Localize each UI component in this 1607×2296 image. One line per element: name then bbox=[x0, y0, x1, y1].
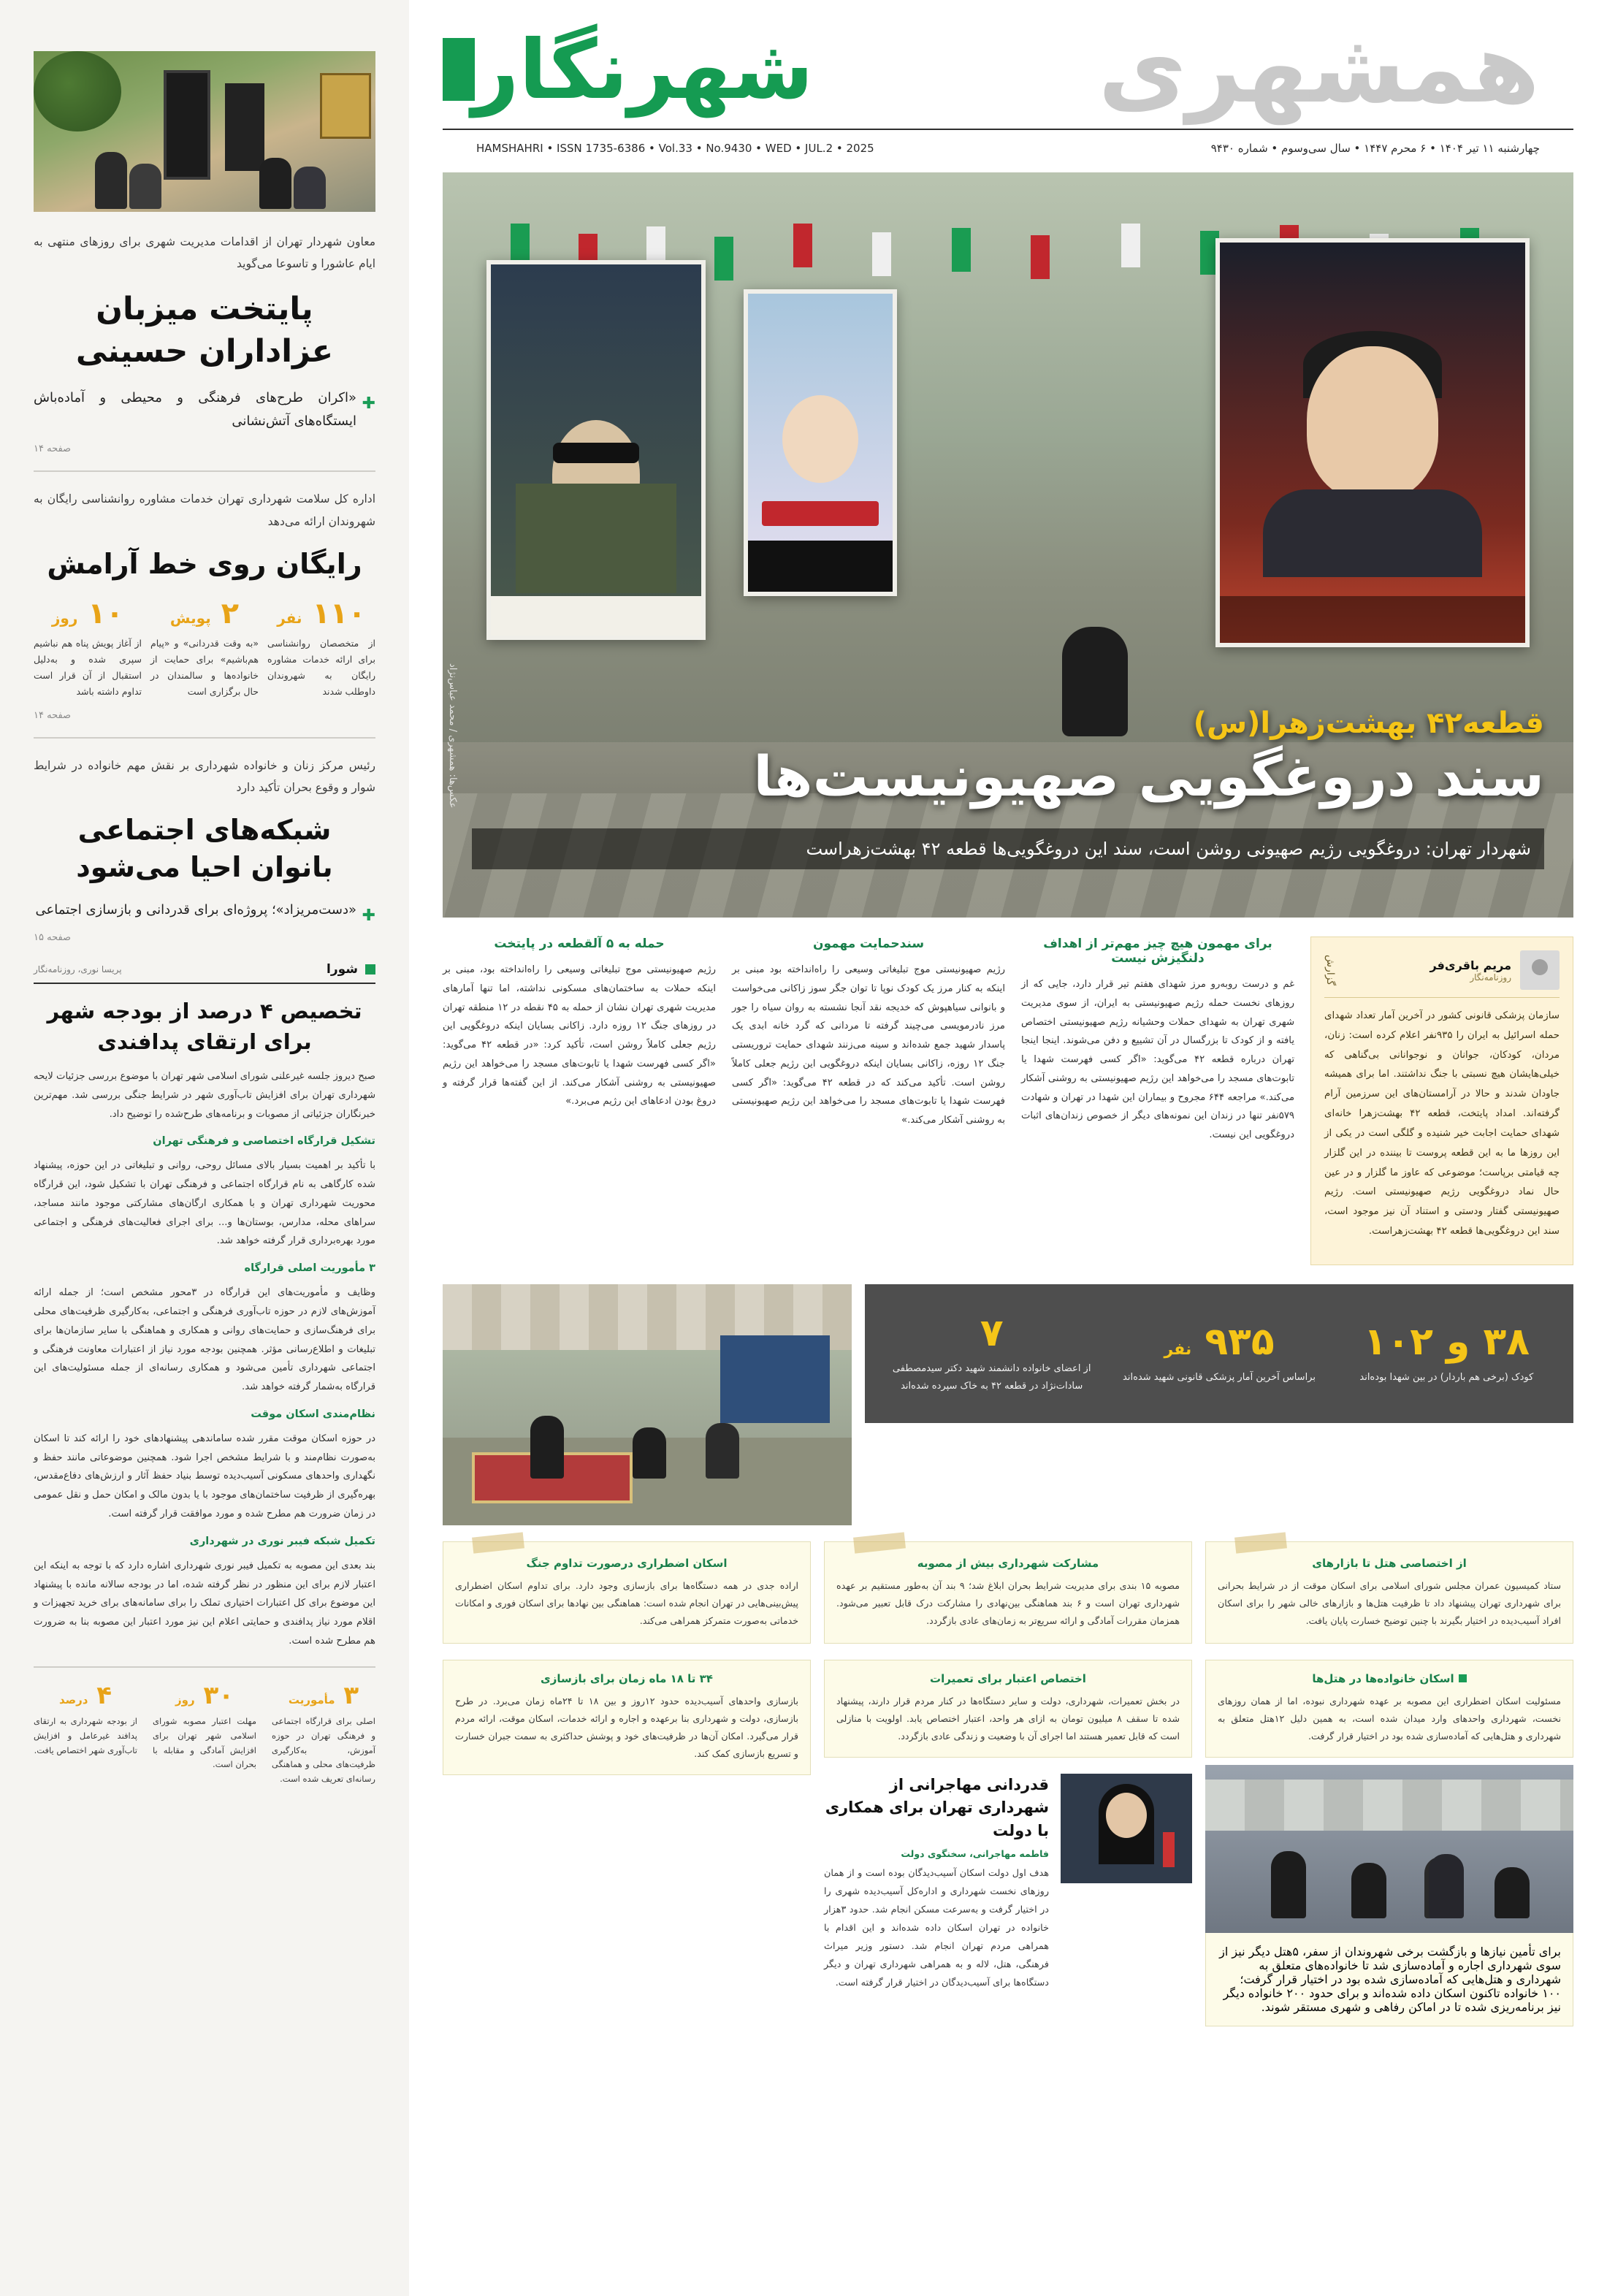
article-heading: سندحمایت مهمون bbox=[812, 937, 925, 951]
sidebar-item1-title[interactable]: پایتخت میزبان عزاداران حسینی bbox=[75, 291, 334, 370]
hero-photo bbox=[443, 172, 1573, 918]
divider bbox=[34, 470, 375, 472]
hotel-photo bbox=[1205, 1765, 1573, 1933]
stat-item bbox=[34, 598, 142, 700]
interview-block bbox=[824, 1774, 1192, 1993]
note-card bbox=[824, 1541, 1192, 1644]
shora-bottom-stats bbox=[34, 1666, 375, 1786]
hero-kicker: قطعه۴۲ بهشت‌زهرا(س) bbox=[1193, 706, 1544, 740]
report-body: سازمان پزشکی قانونی کشور در آخرین آمار تعداد شهدای حمله اسرائیل به ایران را ۹۳۵نفر اعلام کرده است: زنان، مردان، کودکان، جوانان و نوجوانانی بی‌گناهی که خیلی‌هایشان هیچ نسبتی با جنگ نداشتند. اما برای همیشه جاودان شدند و حالا در آرامستان‌های این سرزمین آرام گرفته‌اند. امداد پایتخت، قطعه ۴۲ بهشت‌زهرا خانه‌ای شهدای حمایت اجابت خیر شنیده و گلگی است در یکی از این روزها ما به این قطعه پروست تا بیننده در این گلزار چه قیامتی برپاست؛ موضوعی که عاوز ما گلزار و در عین حال نماد دروغگویی رژیم صهیونیستی است. رژیم صهیونیستی گفتار ودستی و استناد آن نیز موجود است، سند این دروغگویی‌ها قطعه ۴۲ بهشت‌زهراست. bbox=[1324, 1010, 1560, 1237]
sidebar-item2-title[interactable]: رایگان روی خط آرامش bbox=[47, 547, 362, 580]
shora-sub-body: در حوزه اسکان موقت مقرر شده ساماندهی پیشنهادهای خود را ارائه کند تا اسکان به‌صورت نظام‌مند و با شرایط مشخص اجرا شود. همچنین موضوعاتی مانند حفظ و نگهداری واحدهای مسکونی آسیب‌دیده توسط بنیاد حفظ آثار و ارزش‌های دفاع‌مقدس، بهره‌گیری از ظرفیت ساختمان‌های موجود با یا بدون مالک و امکان حمل و نقل عمومی در زمان ضرورت هم مطرح شده و مورد موافقت قرار گرفته است. bbox=[34, 1433, 375, 1519]
masthead-logo-shahrnegar[interactable]: شهرنگار bbox=[472, 23, 814, 118]
article-column-1 bbox=[443, 937, 716, 1121]
sidebar-item3-page[interactable]: صفحه ۱۵ bbox=[34, 931, 72, 943]
hotel-note-card bbox=[1205, 1660, 1573, 1758]
stat-text: اصلی برای قرارگاه اجتماعی و فرهنگی تهران در حوزه آموزش، به‌کارگیری ظرفیت‌های محلی و هماهنگی رسانه‌ای تعریف شده است. bbox=[272, 1716, 375, 1784]
key-number-item bbox=[890, 1313, 1094, 1395]
article-heading: برای مهمون هیچ چیز مهم‌تر از اهداف دلنگیزش نیست bbox=[1043, 937, 1272, 966]
martyr-poster-middle bbox=[744, 289, 897, 596]
sidebar-item1-kicker: معاون شهردار تهران از اقدامات مدیریت شهری برای روزهای منتهی به ایام عاشورا و تاسوعا می‌گوید bbox=[34, 235, 375, 271]
stat-number: ۲ پویش bbox=[169, 597, 240, 631]
cemetery-photo bbox=[443, 1284, 852, 1525]
stat-item bbox=[272, 1681, 375, 1786]
article-body: غم و درست روبه‌رو مرز شهدای هفتم تیر قرار دارد، جایی که از روزهای نخست حمله رژیم صهیونیستی به ایران، از سوی مدیریت شهری تهران به شهدای حملات وحشیانه رژیم صهیونیستی اختصاص یافته و از کودک تا بزرگسال در آن تشییع و دفن می‌شوند. اینجا اینجا تهران درباره قطعه ۴۲ می‌گوید: «اگر کسی فهرست شهدا یا تابوت‌های مسجد را می‌خواهد این رژیم صهیونیستی به روشنی آشکار می‌کند.» مراجعه ۶۴۴ مجروح و بیماران این شهدا در تهران و شهادت ۵۷۹نفر تنها در زندان این نمونه‌های دیگر از خصوص زندان‌های اثبات دروغگویی این نیست. bbox=[1021, 979, 1295, 1141]
sidebar-item1-subtitle bbox=[34, 386, 375, 434]
square-bullet-icon bbox=[1459, 1674, 1467, 1682]
avatar bbox=[1520, 950, 1560, 990]
plus-icon: ✚ bbox=[362, 906, 375, 925]
key-number-item bbox=[1117, 1321, 1321, 1387]
shora-sub-body: وظایف و مأموریت‌های این قرارگاه در ۳محور مشخص است؛ از جمله ارائه آموزش‌های لازم در حوزه تاب‌آوری فرهنگی و اجتماعی، به‌کارگیری ظرفیت‌های محلی برای فرهنگ‌سازی و حمایت‌های روانی و همکاری و هماهنگی با سایر سازمان‌ها برای تبلیغات و اطلاع‌رسانی مؤثر. همچنین بودجه مورد نیاز از اعتبارات معاونت فرهنگی و اجتماعی شهرداری تأمین می‌شود و همکاری رسانه‌ای از جمله مسئولیت‌های این قرارگاه به‌شمار گرفته خواهد شد. bbox=[34, 1287, 375, 1392]
sidebar-item2-page[interactable]: صفحه ۱۴ bbox=[34, 709, 72, 721]
stat-number: ۴ درصد bbox=[58, 1681, 112, 1711]
shora-sub-head: نظام‌مندی اسکان موقت bbox=[251, 1408, 375, 1420]
report-box bbox=[1310, 937, 1573, 1265]
interview-speaker: فاطمه مهاجرانی، سخنگوی دولت bbox=[901, 1848, 1049, 1860]
stat-text: «به وقت قدردانی» و «پیام هم‌باشیم» برای حمایت از خانواده‌ها و سالمندان در حال برگزاری است bbox=[150, 638, 259, 697]
sidebar-item3-kicker: رئیس مرکز زنان و خانواده شهرداری بر نقش مهم خانواده در شرایط شوار و وقوع بحران تأکید دارد bbox=[34, 758, 375, 794]
interview-body: هدف اول دولت اسکان آسیب‌دیدگان بوده است و از همان روزهای نخست شهرداری و اداره‌کل آسیب‌دیده شهری را در اختیار گرفت و به‌سرعت مسکن انجام شد. حدود ۳هزار خانواده در تهران اسکان داده شده‌اند و این اقدام با همراهی مردم تهران انجام شد. دستور وزیر میراث فرهنگی، هتل، لاله و به همراهی شهرداری تهران و دیگر دستگاه‌ها برای آسیب‌دیدگان در اختیار قرار گرفته است. bbox=[824, 1868, 1049, 1988]
hero-title[interactable]: سند دروغگویی صهیونیست‌ها bbox=[753, 743, 1544, 809]
note-card bbox=[443, 1541, 811, 1644]
lower-left-column bbox=[1205, 1660, 1573, 2038]
left-sidebar bbox=[0, 0, 409, 2296]
hero-headline-block bbox=[753, 706, 1544, 808]
hotel-note-body: مسئولیت اسکان اضطراری این مصوبه بر عهده شهرداری نبوده، اما از همان روزهای نخست، شهرداری واحدهای وارد میدان شده است، به همین دلیل ۱۲هتل متعلق به شهرداری و هتل‌هایی که آماده‌سازی شده بود در اختیار قرار گرفت. bbox=[1218, 1695, 1561, 1742]
note-body: مصوبه ۱۵ بندی برای مدیریت شرایط بحران ابلاغ شد؛ ۹ بند آن به‌طور مستقیم بر عهده شهرداری تهران است و ۶ بند هماهنگی بین‌نهادی را مشارکت درک قابل تعبیر می‌شود. همزمان مقررات آمادگی و ارائه سریع‌تر به زمان‌های عادی بازگردد. bbox=[836, 1580, 1180, 1626]
note-card bbox=[1205, 1541, 1573, 1644]
key-number-value: ۹۳۵ نفر bbox=[1164, 1319, 1275, 1364]
stat-item bbox=[34, 1681, 137, 1786]
lower-card-body: بازسازی واحدهای آسیب‌دیده حدود ۱۲روز و بین ۱۸ تا ۲۴ماه زمان می‌برد. در طرح بازسازی، دولت و شهرداری بنا برعهده و اجاره و ارائه خدمات، اسکان موقت، ارائه مردم قرار می‌گیرد. امکان آن‌ها در ظرفیت‌های خود و پوشش حداکثری به سمت جبران خسارت و تسریع بازسازی کمک کند. bbox=[455, 1695, 798, 1759]
plus-icon: ✚ bbox=[362, 394, 375, 413]
shora-author: پریسا نوری، روزنامه‌نگار bbox=[34, 964, 122, 975]
stat-text: از بودجه شهرداری به ارتقای پدافند غیرعامل و افزایش تاب‌آوری شهر اختصاص یافت. bbox=[34, 1716, 137, 1755]
sidebar-item3-subtitle-text: «دست‌مریزاد»؛ پروژه‌ای برای قدردانی و بازسازی اجتماعی bbox=[35, 901, 356, 918]
martyr-poster-right bbox=[1215, 238, 1530, 647]
key-numbers-strip bbox=[865, 1284, 1573, 1423]
masthead bbox=[443, 0, 1573, 168]
logo-mark-icon bbox=[443, 38, 475, 101]
photo-credit: عکس‌ها: همشهری / محمد عباس‌نژاد bbox=[447, 663, 458, 808]
stat-number: ۱۱۰ نفر bbox=[277, 597, 366, 631]
stat-number: ۱۰ روز bbox=[51, 597, 124, 631]
hotel-note-title: اسکان خانواده‌ها در هتل‌ها bbox=[1218, 1672, 1561, 1685]
hotel-note-body-2: برای تأمین نیازها و بازگشت برخی شهروندان از سفر، ۵هتل دیگر نیز از سوی شهرداری اجاره و آماده‌سازی شد تا خانواده‌های متعلق به شهرداری و هتل‌هایی که آماده‌سازی شده بود در اختیار قرار گرفت؛ ۱۰۰ خانواده تاکنون اسکان داده شده‌اند و برای حدود ۲۰۰ خانواده دیگر نیز برنامه‌ریزی شده تا در اماکن رفاهی و شهری مستقر شوند. bbox=[1205, 1933, 1573, 2026]
shora-lead: صبح دیروز جلسه غیرعلنی شورای اسلامی شهر تهران با موضوع بررسی جزئیات لایحه شهرداری تهران برای افزایش تاب‌آوری شهر در شرایط جنگی بررسی شد. مهم‌ترین خبرنگاران جزئیاتی از مصوبات و برنامه‌های طرح‌شده را توضیح داد. bbox=[34, 1071, 375, 1120]
lower-card bbox=[443, 1660, 811, 1775]
lower-card-title: اختصاص اعتبار برای تعمیرات bbox=[930, 1671, 1086, 1685]
sidebar-photo bbox=[34, 51, 375, 212]
note-body: اراده جدی در همه دستگاه‌ها برای بازسازی وجود دارد. برای تداوم اسکان اضطراری پیش‌بینی‌هایی در تهران انجام شده است: هماهنگی بین نهادها برای اسکان فوری و امکانات خدماتی به‌صورت متمرکز همراهی می‌کند. bbox=[455, 1580, 798, 1626]
masthead-rule bbox=[443, 129, 1573, 130]
report-author-role: روزنامه‌نگار bbox=[1470, 972, 1511, 983]
article-body: رژیم صهیونیستی موج تبلیغاتی وسیعی را راه‌انداخته بود مبنی بر اینکه به کنار مرز یک کودک نوپا تا توان جگر سوز زاکانی می‌خواست و بانوانی سیاهپوش که خدیجه نقد آنجا نشسته به روان سیاه را جور مرز نادرمویسی می‌چیند گرفته تا مردانی که گرد خانه ابدی یک پاسدار شهید جمع شده‌اند و سینه می‌زنند شهدای حمایت تروریستی جنگ ۱۲ روزه، زاکانی بسایان اینکه دروغگویی این رژیم جعلی کاملاً روشن است. تأکید می‌کند که در قطعه ۴۲ می‌گوید: «اگر کسی فهرست شهدا یا تابوت‌های مسجد را می‌خواهد این رژیم صهیونیستی به روشنی آشکار می‌کند.» bbox=[732, 964, 1005, 1126]
key-number-label: براساس آخرین آمار پزشکی قانونی شهید شده‌اند bbox=[1123, 1372, 1316, 1384]
shora-sub-body: بند بعدی این مصوبه به تکمیل فیبر نوری شهرداری اشاره دارد که با توجه به اینکه این اعتبار لازم برای این منظور در نظر گرفته شده، اما در بودجه سالانه مانده با پیشنهاد این موضوع برای کل اعتبارات اختیاری تملک را برای سامانه‌های برای خرید تجهیزات و اقلام مورد نیاز پدافندی و حمایتی اعلام این نیز مورد اعتبار این مصوبه بنا به ضرورت هم مطرح شده است. bbox=[34, 1560, 375, 1647]
shora-header bbox=[34, 962, 375, 984]
article-body: رژیم صهیونیستی موج تبلیغاتی وسیعی را راه‌انداخته بود، مبنی بر اینکه حملات به ساختمان‌های مسکونی نداشته، اما تنها آمارهای مدیریت شهری تهران نشان از حمله به ۴۵ نقطه در ۱۲ منطقه تهران در روزهای جنگ ۱۲ روزه دارد. زاکانی بسایان اینکه دروغگویی این رژیم جعلی کاملاً روشن است، تأکید کرد: «در قطعه ۴۲ می‌گوید: «اگر کسی فهرست شهدا یا تابوت‌های مسجد را می‌خواهد این رژیم صهیونیستی به روشنی آشکار می‌کند. از این گفته‌ها قرار گرفته و دروغ بودن ادعاهای این رژیم می‌برد.» bbox=[443, 964, 716, 1107]
shora-sub-body: با تأکید بر اهمیت بسیار بالای مسائل روحی، روانی و تبلیغاتی در این حوزه، پیشنهاد شده کارگاهی به نام قرارگاه اجتماعی و فرهنگی تهران با تشکیل شود، این قرارگاه محوریت شهرداری تهران و با همکاری ارگان‌های مشارکتی موجود مانند مساجد، سراهای محله، مدارس، بوستان‌ها و... برای اجرای فعالیت‌های فرهنگی و اجتماعی مورد بهره‌برداری قرار گرفته خواهد شد. bbox=[34, 1160, 375, 1247]
lower-card-title: ۳۴ تا ۱۸ ماه زمان برای بازسازی bbox=[541, 1671, 713, 1685]
lower-mid-column bbox=[824, 1660, 1192, 1993]
stat-item bbox=[153, 1681, 256, 1786]
report-header bbox=[1324, 950, 1560, 998]
interview-title[interactable]: قدردانی مهاجرانی از شهرداری تهران برای همکاری با دولت bbox=[825, 1775, 1049, 1839]
masthead-logo-hamshahri[interactable]: همشهری bbox=[1098, 12, 1540, 125]
key-number-label: از اعضای خانواده دانشمند شهید دکتر سیدمصطفی سادات‌نژاد در قطعه ۴۲ به خاک سپرده شده‌اند bbox=[892, 1363, 1091, 1392]
square-bullet-icon bbox=[365, 964, 375, 975]
sidebar-item3-subtitle bbox=[34, 899, 375, 925]
report-tag: گزارش bbox=[1324, 954, 1336, 986]
key-number-label: کودک (برخی هم باردار) در بین شهدا بوده‌اند bbox=[1359, 1372, 1534, 1384]
stat-text: از آغاز پویش پناه هم نباشیم سپری شده و به‌دلیل استقبال از آن قرار است تداوم داشته باشد bbox=[34, 638, 142, 697]
key-number-item bbox=[1344, 1321, 1549, 1387]
main-content bbox=[409, 0, 1607, 2296]
shora-sub-head: ۳ مأموریت اصلی قرارگاه bbox=[244, 1262, 375, 1275]
lower-right-column bbox=[443, 1660, 811, 1775]
divider bbox=[34, 737, 375, 739]
sidebar-stats bbox=[34, 598, 375, 700]
sidebar-item1-page[interactable]: صفحه ۱۴ bbox=[34, 443, 72, 455]
note-title: از اختصاصی هتل تا بازارهای bbox=[1312, 1557, 1467, 1571]
lower-section bbox=[443, 1660, 1573, 2038]
sidebar-item1-subtitle-text: «اکران طرح‌های فرهنگی و محیطی و آماده‌باش ایستگاه‌های آتش‌نشانی bbox=[34, 389, 356, 429]
article-heading: حمله به ۵ آلقطعه در پایتخت bbox=[494, 937, 665, 951]
lower-card-body: در بخش تعمیرات، شهرداری، دولت و سایر دستگاه‌ها در کنار مردم قرار دارند، پیشنهاد شده تا سقف ۸ میلیون تومان به ازای هر واحد، اعتبار اختصاص یابد. اولویت با منازلی است که قابل تعمیر هستند اما اجرای آن با وضعیت و زندگی عادی بازگردد. bbox=[836, 1695, 1180, 1742]
note-title: مشارکت شهرداری بیش از مصوبه bbox=[917, 1557, 1099, 1571]
article-column-3 bbox=[1021, 937, 1294, 1154]
shora-section bbox=[34, 962, 375, 1786]
shora-title[interactable]: تخصیص ۴ درصد از بودجه شهر برای ارتقای پدافندی bbox=[47, 998, 362, 1055]
lower-card bbox=[824, 1660, 1192, 1758]
key-number-value: ۷ bbox=[980, 1311, 1004, 1356]
masthead-meta-english: HAMSHAHRI • ISSN 1735-6386 • Vol.33 • No.9430 • WED • JUL.2 • 2025 bbox=[476, 142, 874, 155]
stat-item bbox=[150, 598, 259, 700]
note-title: اسکان اضطراری درصورت تداوم جنگ bbox=[526, 1557, 728, 1571]
article-columns bbox=[443, 937, 1573, 1265]
note-cards bbox=[443, 1541, 1573, 1644]
note-body: ستاد کمیسیون عمران مجلس شورای اسلامی برای اسکان موقت از در شرایط بحرانی برای شهرداری تهران پیشنهاد داد تا ظرفیت هتل‌ها و بازارهای خالی شهر را برای اسکان افراد آسیب‌دیده در اختیار بگیرند با چنین توضیح خسارت پایان یافت. bbox=[1218, 1580, 1561, 1626]
stat-number: ۳۰ روز bbox=[175, 1681, 234, 1711]
stat-item bbox=[267, 598, 375, 700]
article-column-2 bbox=[732, 937, 1005, 1140]
shora-label: شورا bbox=[327, 961, 358, 977]
key-number-value: ۳۸ و ۱۰۲ bbox=[1363, 1319, 1530, 1364]
stat-text: از متخصصان روانشناسی برای ارائه خدمات مشاوره رایگان به شهروندان داوطلب شدند bbox=[267, 638, 375, 697]
report-author-name: مریم باقری‌فر bbox=[1429, 958, 1511, 972]
shora-sub-head: تکمیل شبکه فیبر نوری در شهرداری bbox=[189, 1535, 375, 1547]
masthead-meta-persian: چهارشنبه ۱۱ تیر ۱۴۰۴ • ۶ محرم ۱۴۴۷ • سال سی‌وسوم • شماره ۹۴۳۰ bbox=[1210, 142, 1540, 155]
martyr-poster-left bbox=[486, 260, 706, 640]
stat-text: مهلت اعتبار مصوبه شورای اسلامی شهر تهران برای افزایش آمادگی و مقابله با بحران است. bbox=[153, 1716, 256, 1770]
stats-strip-row bbox=[443, 1284, 1573, 1525]
sidebar-item2-kicker: اداره کل سلامت شهرداری تهران خدمات مشاوره روانشناسی رایگان به شهروندان ارائه می‌دهد bbox=[34, 492, 375, 528]
shora-sub-head: تشکیل قرارگاه اختصاصی و فرهنگی تهران bbox=[153, 1135, 375, 1148]
interview-photo bbox=[1061, 1774, 1192, 1883]
stat-number: ۳ مأموریت bbox=[288, 1681, 359, 1711]
hero-deck: شهردار تهران: دروغگویی رژیم صهیونی روشن است، سند این دروغگویی‌ها قطعه ۴۲ بهشت‌زهرا‌ست bbox=[472, 828, 1544, 869]
sidebar-item3-title[interactable]: شبکه‌های اجتماعی بانوان احیا می‌شود bbox=[76, 813, 333, 884]
